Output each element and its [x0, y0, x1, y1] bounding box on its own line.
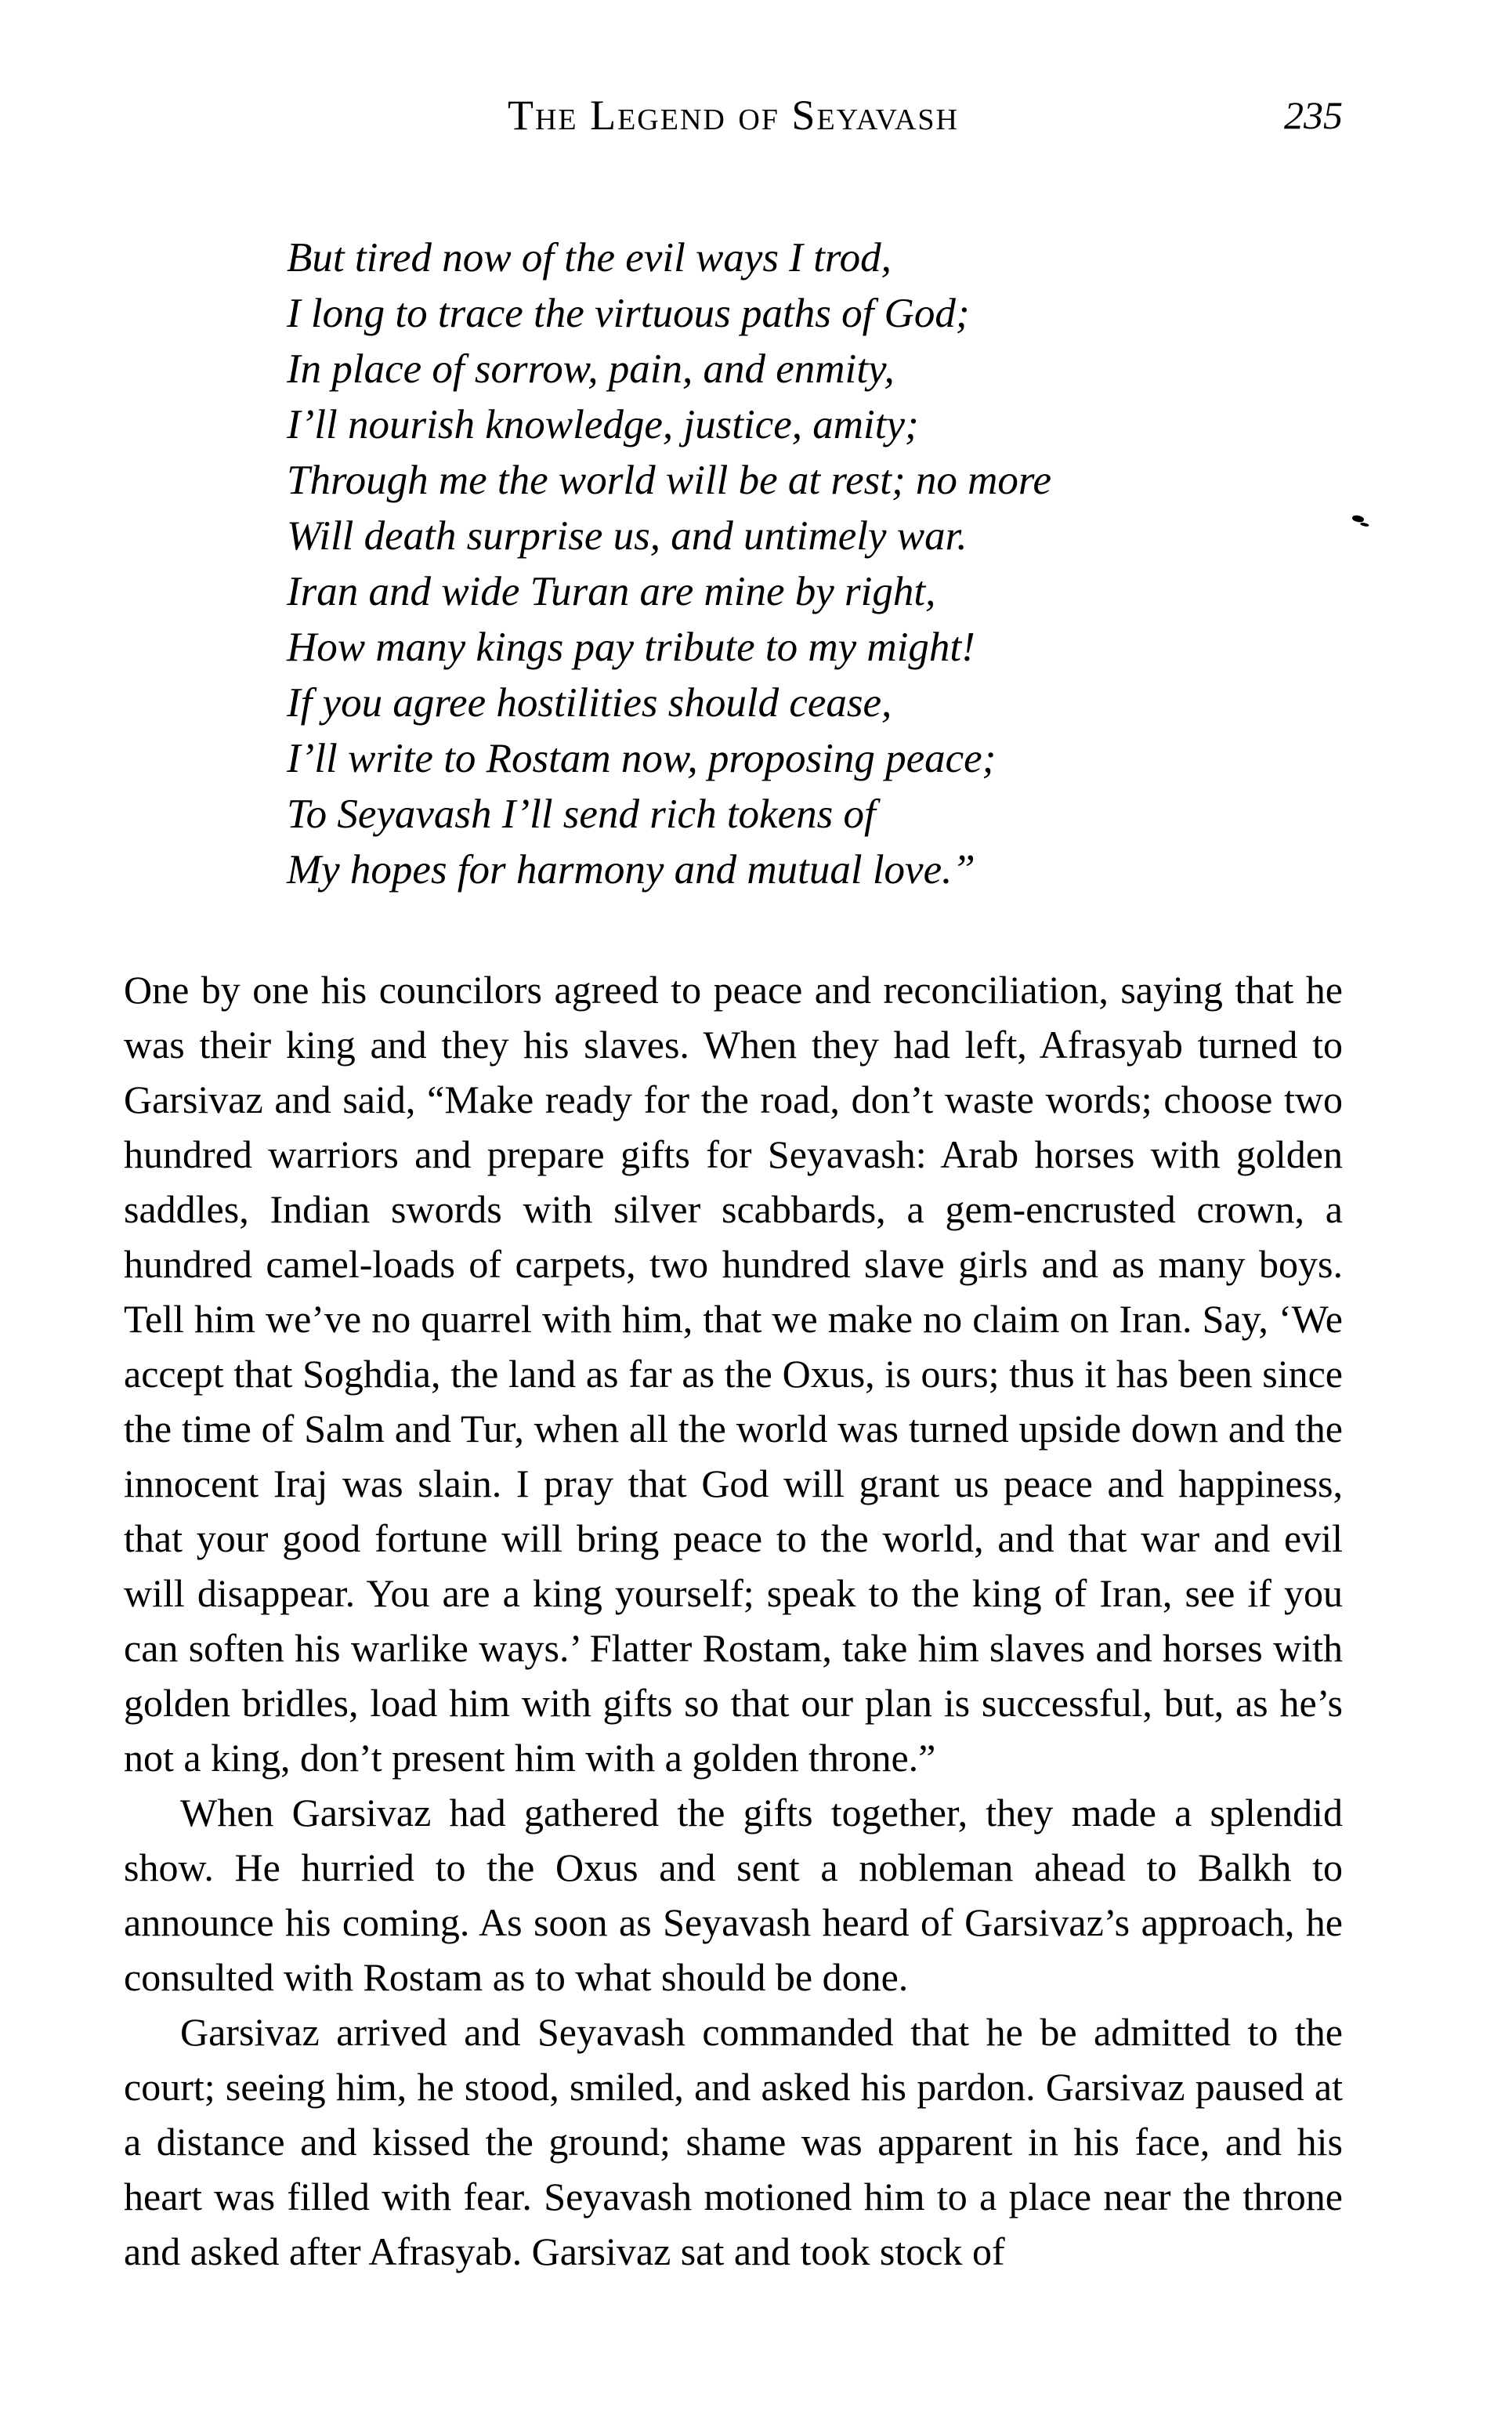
verse-line: I long to trace the virtuous paths of God;	[287, 291, 970, 336]
verse-line: I’ll nourish knowledge, justice, amity;	[287, 402, 919, 447]
paragraph: When Garsivaz had gathered the gifts together, they made a splendid show. He hurried to the Oxus and sent a nobleman ahead to Balkh to announce his coming. As soon as Seyavash heard of Garsivaz’s approach, he consulted with Rostam as to what should be done.	[124, 1791, 1343, 1999]
paragraph: One by one his councilors agreed to peace and reconciliation, saying that he was their king and they his slaves. When they had left, Afrasyab turned to Garsivaz and said, “Make ready for the road, don’t waste words; choose two hundred warriors and prepare gifts for Seyavash: Arab horses with golden saddles, Indian swords with silver scabbards, a gem-encrusted crown, a hundred camel-loads of carpets, two hundred slave girls and as many boys. Tell him we’ve no quarrel with him, that we make no claim on Iran. Say, ‘We accept that Soghdia, the land as far as the Oxus, is ours; thus it has been since the time of Salm and Tur, when all the world was turned upside down and the innocent Iraj was slain. I pray that God will grant us peace and happiness, that your good fortune will bring peace to the world, and that war and evil will disappear. You are a king yourself; speak to the king of Iran, see if you can soften his warlike ways.’ Flatter Rostam, take him slaves and horses with golden bridles, load him with gifts so that our plan is successful, but, as he’s not a king, don’t present him with a golden throne.”	[124, 968, 1343, 1780]
verse-line: In place of sorrow, pain, and enmity,	[287, 346, 895, 392]
prose-block	[124, 962, 1343, 2279]
verse-line: I’ll write to Rostam now, proposing peace;	[287, 736, 997, 781]
text-block	[124, 0, 1343, 2279]
verse-line: Will death surprise us, and untimely war.	[287, 513, 968, 559]
paragraph: Garsivaz arrived and Seyavash commanded that he be admitted to the court; seeing him, he stood, smiled, and asked his pardon. Garsivaz paused at a distance and kissed the ground; shame was apparent in his face, and his heart was filled with fear. Seyavash motioned him to a place near the throne and asked after Afrasyab. Garsivaz sat and took stock of	[124, 2010, 1343, 2273]
verse-line: Through me the world will be at rest; no more	[287, 458, 1052, 503]
verse-line: To Seyavash I’ll send rich tokens of	[287, 791, 876, 837]
page-title: The Legend of Seyavash	[507, 92, 960, 139]
verse-line: How many kings pay tribute to my might!	[287, 625, 975, 670]
verse-line: Iran and wide Turan are mine by right,	[287, 569, 936, 614]
verse-line: But tired now of the evil ways I trod,	[287, 235, 892, 281]
verse-line: My hopes for harmony and mutual love.”	[287, 847, 975, 893]
verse-block	[287, 230, 1343, 898]
ink-speck-mark	[1351, 514, 1365, 523]
verse-line: If you agree hostilities should cease,	[287, 680, 892, 726]
page-number: 235	[1284, 93, 1343, 137]
running-header	[124, 91, 1343, 139]
